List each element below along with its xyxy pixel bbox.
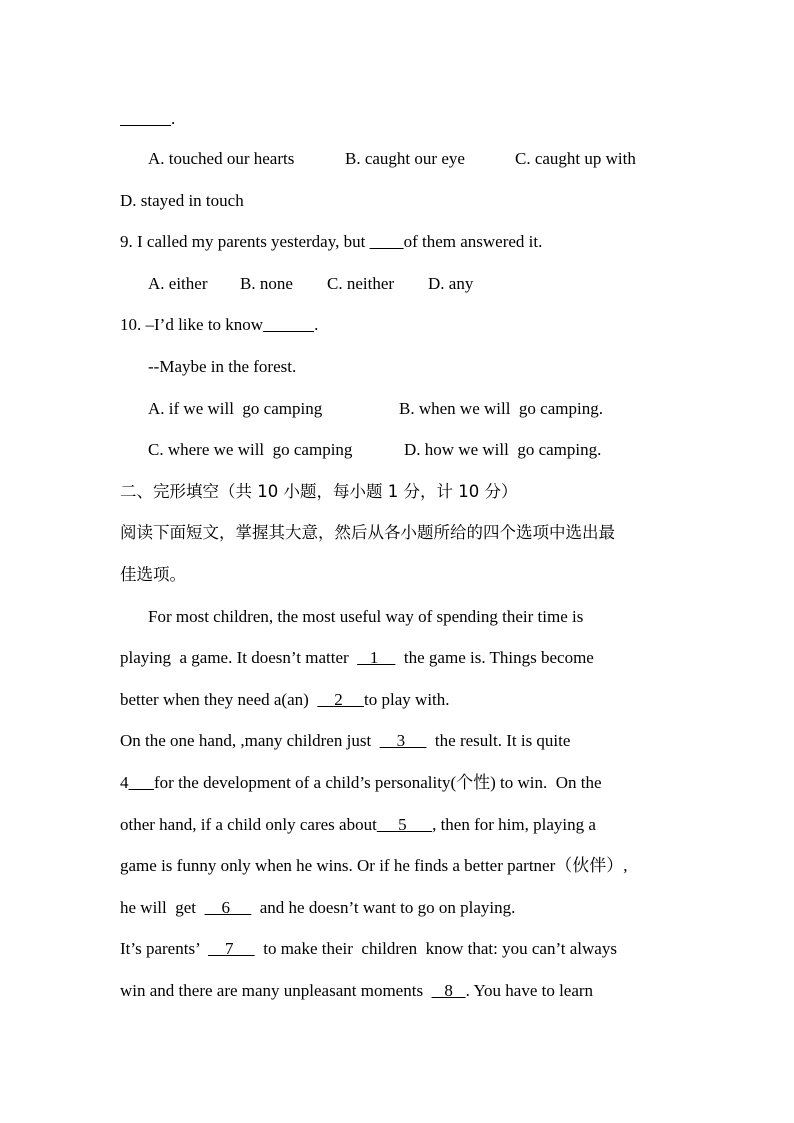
cloze-blank-3: 3 xyxy=(379,731,427,750)
passage-text: On the one hand, ,many children just xyxy=(120,731,380,750)
q9-option-b: B. none xyxy=(240,274,293,293)
q8-period: . xyxy=(171,109,176,128)
cloze-number-4: 4 xyxy=(120,773,129,792)
passage-text: playing a game. It doesn’t matter xyxy=(120,648,358,667)
cloze-blank-7: 7 xyxy=(207,939,255,958)
q9-blank xyxy=(370,232,404,251)
cloze-blank-5: 5 xyxy=(376,815,433,834)
section2-instructions-line-1: 阅读下面短文，掌握其大意，然后从各小题所给的四个选项中选出最 xyxy=(120,523,615,542)
passage-text: to play with. xyxy=(364,690,450,709)
passage-text: It’s parents’ xyxy=(120,939,208,958)
cloze-blank-4 xyxy=(129,773,155,792)
q10-stem xyxy=(120,314,318,336)
q9-option-c: C. neither xyxy=(327,274,395,293)
q8-option-c: C. caught up with xyxy=(515,149,636,168)
passage-text: the result. It is quite xyxy=(426,731,571,750)
q8-option-a: A. touched our hearts xyxy=(148,149,295,168)
q10-text-before: 10. –I’d like to know xyxy=(120,315,264,334)
q8-option-b: B. caught our eye xyxy=(345,149,465,168)
q10-option-c: C. where we will go camping xyxy=(148,440,353,459)
passage-text: win and there are many unpleasant moments xyxy=(120,981,432,1000)
passage-text: better when they need a(an) xyxy=(120,690,318,709)
q9-stem xyxy=(120,231,542,253)
q9-text-after: of them answered it. xyxy=(403,232,543,251)
passage-line-1: For most children, the most useful way of spending their time is xyxy=(148,607,584,626)
cloze-blank-2: 2 xyxy=(317,690,365,709)
passage-line-7: game is funny only when he wins. Or if he finds a better partner（伙伴）, xyxy=(120,856,628,875)
q8-option-d: D. stayed in touch xyxy=(120,191,244,210)
section2-heading: 二、完形填空（共 10 小题，每小题 1 分，计 10 分） xyxy=(120,482,518,501)
passage-line-5 xyxy=(120,772,602,794)
q8-blank xyxy=(120,109,171,128)
passage-text: . You have to learn xyxy=(465,981,594,1000)
cloze-blank-6: 6 xyxy=(204,898,252,917)
section2-instructions-line-2: 佳选项。 xyxy=(120,565,186,584)
q9-text-before: 9. I called my parents yesterday, but xyxy=(120,232,370,251)
passage-text: to make their children know that: you can’t always xyxy=(254,939,617,958)
passage-text: other hand, if a child only cares about xyxy=(120,815,377,834)
q10-option-a: A. if we will go camping xyxy=(148,399,323,418)
passage-text: for the development of a child’s personality(个性) to win. On the xyxy=(154,773,602,792)
passage-text: he will get xyxy=(120,898,205,917)
q10-options-line-2 xyxy=(148,439,601,461)
passage-text: and he doesn’t want to go on playing. xyxy=(251,898,516,917)
passage-line-6 xyxy=(120,814,596,836)
q8-options-line xyxy=(148,148,636,170)
passage-text: the game is. Things become xyxy=(395,648,594,667)
q10-option-b: B. when we will go camping. xyxy=(399,399,603,418)
passage-line-9 xyxy=(120,938,617,960)
cloze-blank-8: 8 xyxy=(431,981,466,1000)
passage-line-3 xyxy=(120,689,450,711)
q10-reply: --Maybe in the forest. xyxy=(148,357,297,376)
q10-options-line-1 xyxy=(148,398,603,420)
cloze-blank-1: 1 xyxy=(357,648,396,667)
q10-text-after: . xyxy=(314,315,319,334)
passage-line-4 xyxy=(120,730,570,752)
passage-line-2 xyxy=(120,647,594,669)
q10-blank xyxy=(263,315,314,334)
passage-line-8 xyxy=(120,897,515,919)
passage-line-10 xyxy=(120,980,593,1002)
passage-text: , then for him, playing a xyxy=(432,815,596,834)
q8-stem-line xyxy=(120,108,175,130)
q10-option-d: D. how we will go camping. xyxy=(404,440,602,459)
q9-options-line xyxy=(148,273,473,295)
q9-option-a: A. either xyxy=(148,274,208,293)
q9-option-d: D. any xyxy=(428,274,474,293)
